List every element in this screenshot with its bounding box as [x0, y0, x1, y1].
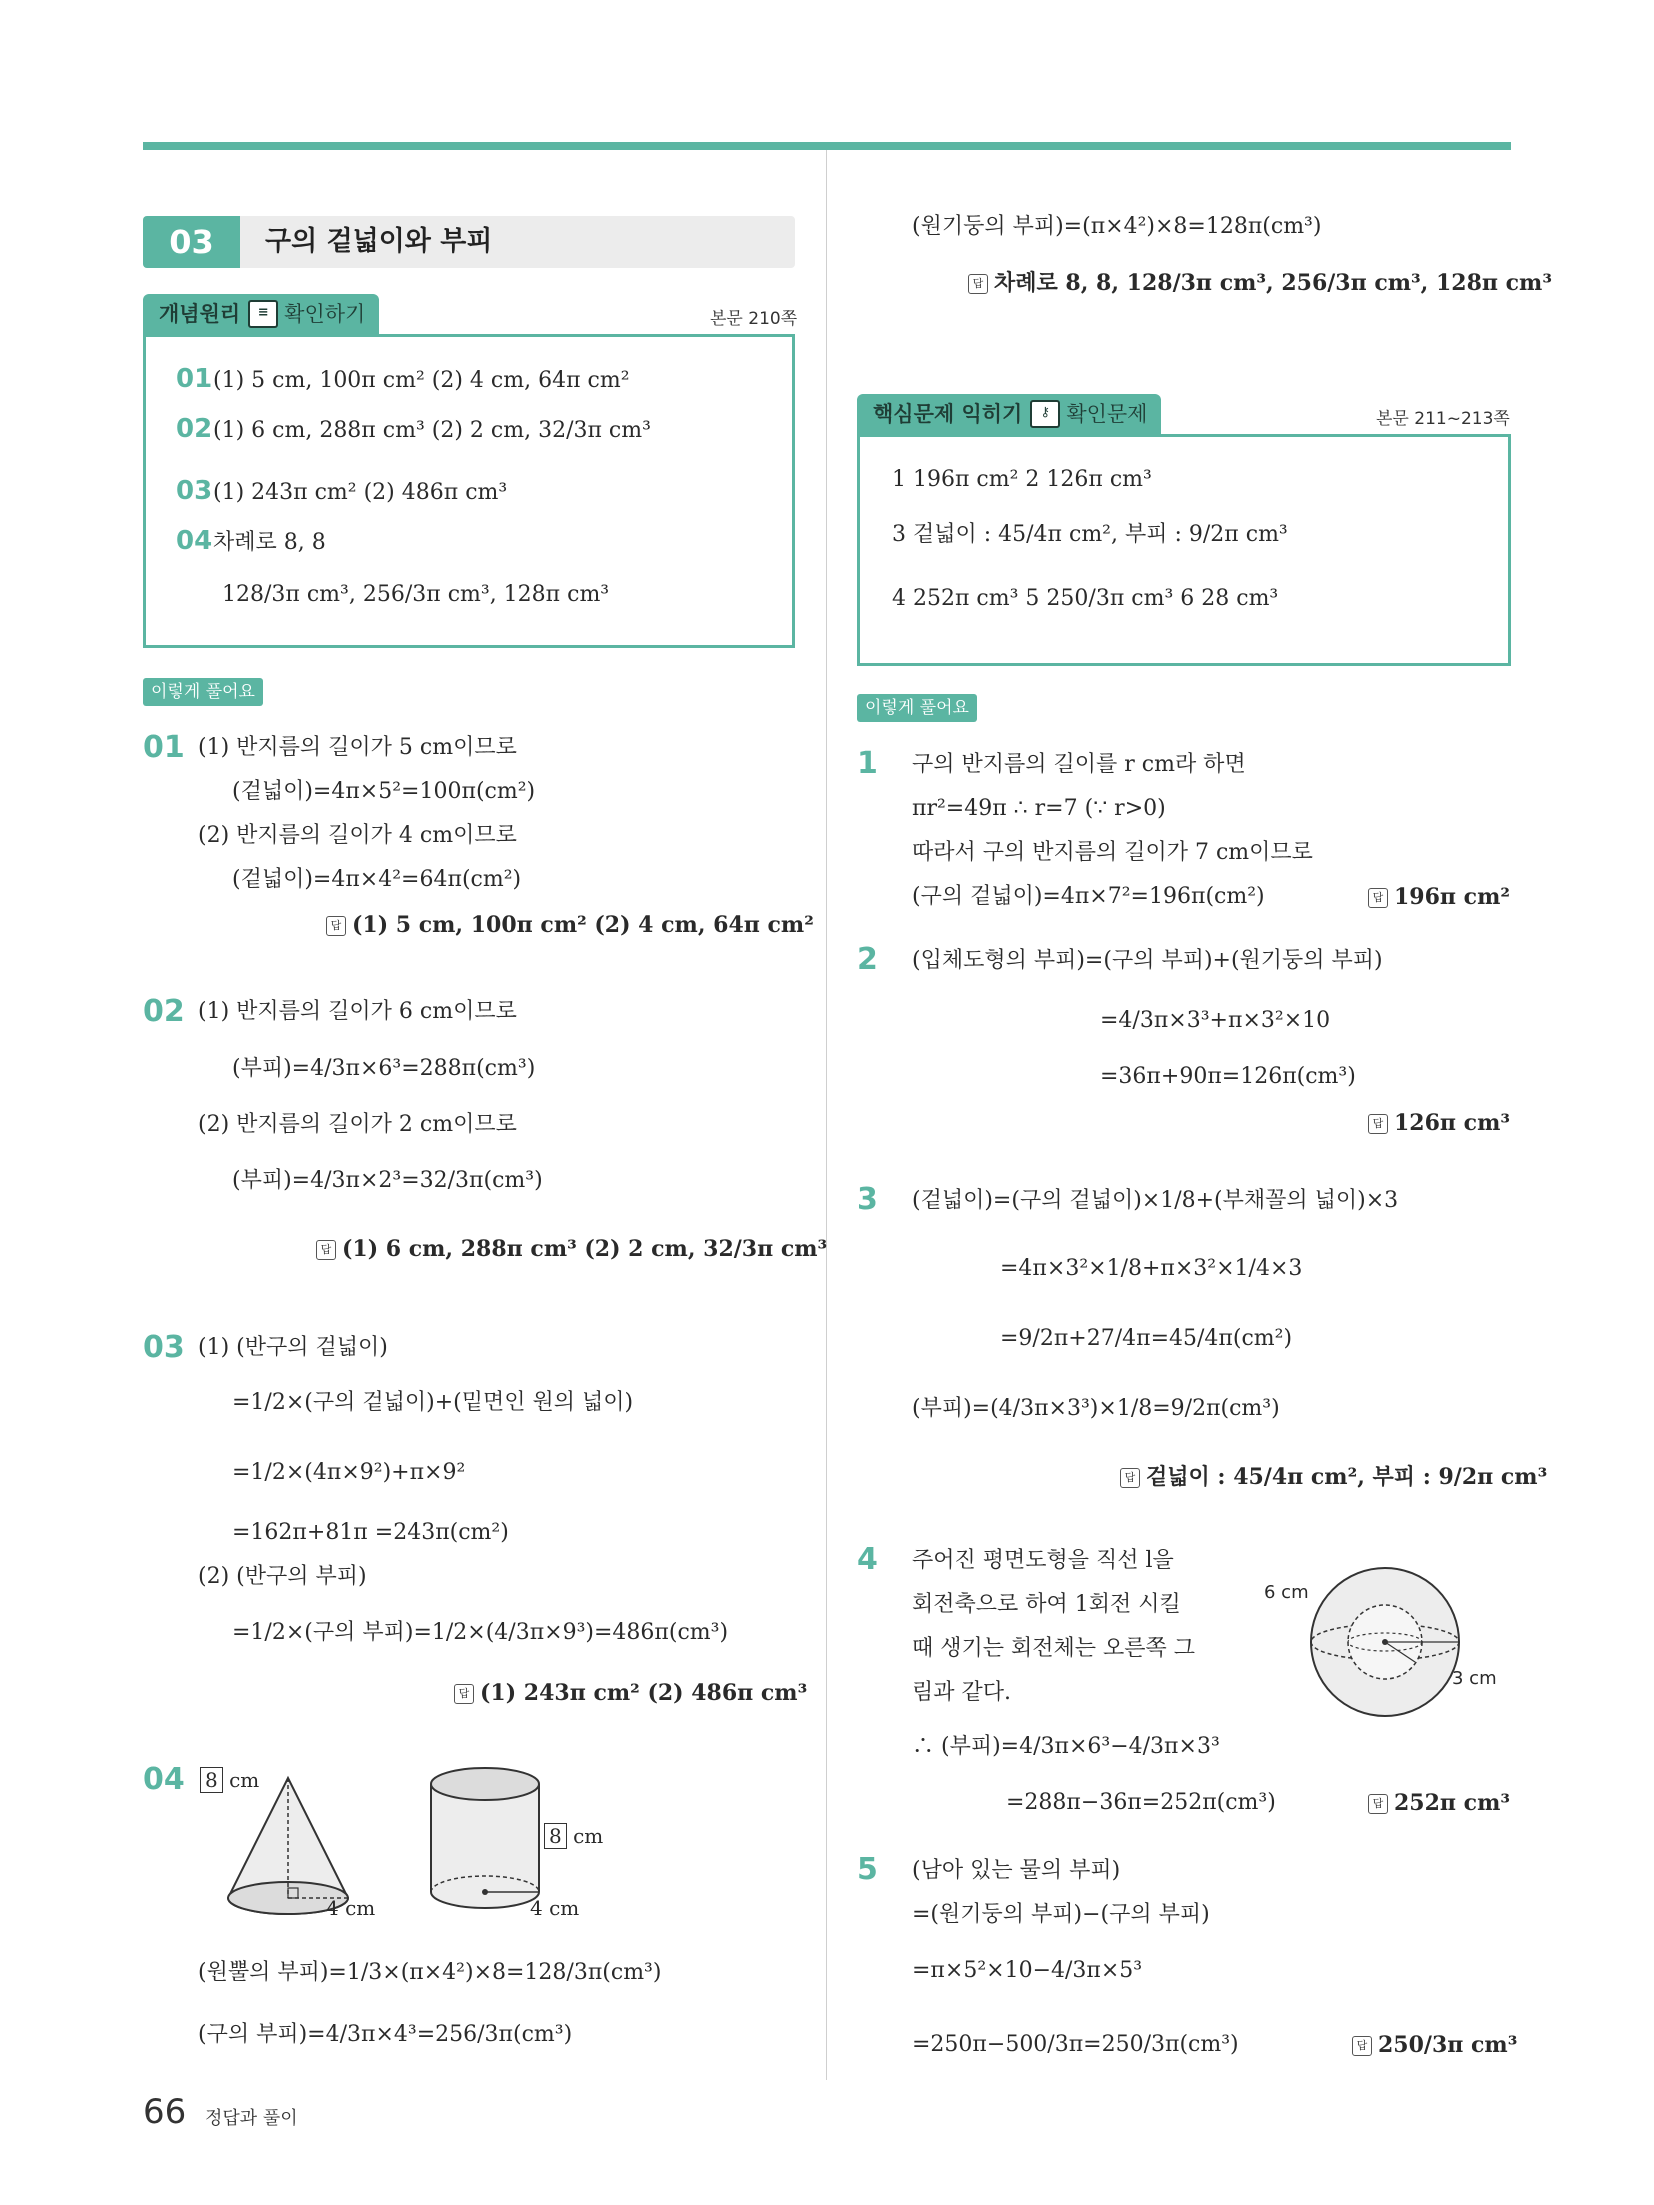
solution-4-line4: 림과 같다.	[912, 1680, 1011, 1705]
solution-badge-right: 이렇게 풀어요	[857, 694, 977, 722]
solution-3-line2: =4π×3²×1/8+π×3²×1/4×3	[1000, 1256, 1303, 1281]
solution-02-answer-text: (1) 6 cm, 288π cm³ (2) 2 cm, 32/3π cm³	[342, 1236, 828, 1262]
answer-mark-icon: 답	[1368, 1794, 1388, 1814]
solution-03-answer-text: (1) 243π cm² (2) 486π cm³	[480, 1680, 808, 1706]
concept-tab-sub: 확인하기	[284, 302, 366, 326]
solution-02-line3: (2) 반지름의 길이가 2 cm이므로	[198, 1112, 517, 1137]
solution-3-answer-text: 겉넓이 : 45/4π cm², 부피 : 9/2π cm³	[1146, 1464, 1548, 1490]
right-top-answer-text: 차례로 8, 8, 128/3π cm³, 256/3π cm³, 128π cm³	[994, 270, 1552, 296]
solution-5-answer	[1352, 2030, 1517, 2060]
key-answers-row3: 4 252π cm³ 5 250/3π cm³ 6 28 cm³	[892, 586, 1279, 611]
solution-num-2: 2	[857, 942, 878, 977]
sphere-inner-label: 3 cm	[1452, 1668, 1497, 1689]
concept-answer-01: (1) 5 cm, 100π cm² (2) 4 cm, 64π cm²	[213, 368, 630, 393]
right-top-line: (원기둥의 부피)=(π×4²)×8=128π(cm³)	[912, 214, 1322, 239]
concept-answer-02: (1) 6 cm, 288π cm³ (2) 2 cm, 32/3π cm³	[213, 418, 651, 443]
cylinder-radius-label: 4 cm	[530, 1896, 580, 1920]
solution-1-line1: 구의 반지름의 길이를 r cm라 하면	[912, 752, 1246, 777]
solution-5-line3: =π×5²×10−4/3π×5³	[912, 1958, 1143, 1983]
solution-2-answer-text: 126π cm³	[1394, 1110, 1510, 1136]
solution-01-answer	[326, 910, 814, 940]
answer-mark-icon: 답	[1368, 1114, 1388, 1134]
section-title: 구의 겉넓이와 부피	[265, 226, 493, 257]
solution-4-answer-text: 252π cm³	[1394, 1790, 1510, 1816]
answer-mark-icon: 답	[1120, 1468, 1140, 1488]
solution-01-line2: (겉넓이)=4π×5²=100π(cm²)	[232, 779, 536, 804]
concept-answer-04-line1: 차례로 8, 8	[213, 530, 326, 555]
cylinder-figure	[425, 1762, 545, 1922]
key-answers-row1: 1 196π cm² 2 126π cm³	[892, 467, 1152, 492]
solution-2-answer	[1368, 1108, 1510, 1138]
solution-5-line4: =250π−500/3π=250/3π(cm³)	[912, 2032, 1239, 2057]
solution-3-line1: (겉넓이)=(구의 겉넓이)×1/8+(부채꼴의 넓이)×3	[912, 1188, 1399, 1213]
solution-04-line1: (원뿔의 부피)=1/3×(π×4²)×8=128/3π(cm³)	[198, 1960, 662, 1985]
solution-02-answer	[316, 1234, 827, 1264]
concept-box-tab	[143, 294, 379, 334]
solution-num-5: 5	[857, 1852, 878, 1887]
cone-height-value: 8	[200, 1767, 223, 1793]
solution-02-line1: (1) 반지름의 길이가 6 cm이므로	[198, 999, 517, 1024]
solution-num-1: 1	[857, 746, 878, 781]
solution-01-line4: (겉넓이)=4π×4²=64π(cm²)	[232, 867, 522, 892]
solution-badge-left: 이렇게 풀어요	[143, 678, 263, 706]
section-header	[143, 216, 795, 268]
answer-mark-icon: 답	[454, 1684, 474, 1704]
solution-1-line2: πr²=49π ∴ r=7 (∵ r>0)	[912, 796, 1166, 821]
cylinder-height-label	[544, 1824, 603, 1848]
solution-4-line6: =288π−36π=252π(cm³)	[1006, 1790, 1276, 1815]
solution-03-line4: =162π+81π =243π(cm²)	[232, 1520, 509, 1545]
solution-02-line2: (부피)=4/3π×6³=288π(cm³)	[232, 1056, 536, 1081]
solution-04-line2: (구의 부피)=4/3π×4³=256/3π(cm³)	[198, 2022, 573, 2047]
solution-1-answer	[1368, 882, 1510, 912]
key-answers-row2: 3 겉넓이 : 45/4π cm², 부피 : 9/2π cm³	[892, 522, 1288, 547]
concept-answer-num-01: 01	[176, 364, 213, 394]
answer-mark-icon: 답	[1352, 2036, 1372, 2056]
key-page-ref: 본문 211~213쪽	[1376, 409, 1510, 429]
solution-4-line3: 때 생기는 회전체는 오른쪽 그	[912, 1636, 1195, 1661]
solution-num-01: 01	[143, 730, 185, 765]
concept-answer-04-line2: 128/3π cm³, 256/3π cm³, 128π cm³	[222, 582, 610, 607]
solution-03-line2: =1/2×(구의 겉넓이)+(밑면인 원의 넓이)	[232, 1390, 634, 1415]
solution-4-line1: 주어진 평면도형을 직선 l을	[912, 1548, 1174, 1573]
cone-height-label	[200, 1768, 259, 1792]
cylinder-height-value: 8	[544, 1823, 567, 1849]
hollow-sphere-figure	[1305, 1562, 1465, 1722]
key-tab-label: 핵심문제 익히기	[873, 402, 1023, 426]
cone-radius-label: 4 cm	[326, 1896, 376, 1920]
solution-02-line4: (부피)=4/3π×2³=32/3π(cm³)	[232, 1168, 543, 1193]
concept-answer-num-04: 04	[176, 526, 213, 556]
solution-num-03: 03	[143, 1330, 185, 1365]
concept-page-ref: 본문 210쪽	[710, 309, 798, 329]
key-icon: ⚷	[1030, 400, 1060, 428]
key-box-tab	[857, 394, 1161, 434]
cone-height-unit: cm	[229, 1768, 260, 1792]
solution-1-answer-text: 196π cm²	[1394, 884, 1510, 910]
solution-2-line3: =36π+90π=126π(cm³)	[1100, 1064, 1356, 1089]
solution-num-3: 3	[857, 1182, 878, 1217]
cylinder-height-unit: cm	[573, 1824, 604, 1848]
solution-num-02: 02	[143, 994, 185, 1029]
solution-num-4: 4	[857, 1542, 878, 1577]
page-number: 66	[143, 2092, 187, 2132]
solution-2-line2: =4/3π×3³+π×3²×10	[1100, 1008, 1331, 1033]
section-number: 03	[143, 216, 240, 268]
solution-5-line1: (남아 있는 물의 부피)	[912, 1858, 1121, 1883]
concept-answer-num-03: 03	[176, 476, 213, 506]
solution-03-line6: =1/2×(구의 부피)=1/2×(4/3π×9³)=486π(cm³)	[232, 1620, 729, 1645]
solution-01-line3: (2) 반지름의 길이가 4 cm이므로	[198, 823, 517, 848]
solution-03-line5: (2) (반구의 부피)	[198, 1564, 367, 1589]
solution-5-line2: =(원기둥의 부피)−(구의 부피)	[912, 1902, 1210, 1927]
right-top-answer	[968, 268, 1552, 298]
solution-3-answer	[1120, 1462, 1547, 1492]
answer-mark-icon: 답	[326, 916, 346, 936]
key-tab-sub: 확인문제	[1066, 402, 1148, 426]
solution-4-line2: 회전축으로 하여 1회전 시킬	[912, 1592, 1181, 1617]
solution-1-line3: 따라서 구의 반지름의 길이가 7 cm이므로	[912, 840, 1313, 865]
solution-3-line4: (부피)=(4/3π×3³)×1/8=9/2π(cm³)	[912, 1396, 1280, 1421]
solution-num-04: 04	[143, 1762, 185, 1797]
solution-03-line1: (1) (반구의 겉넓이)	[198, 1335, 388, 1360]
solution-01-line1: (1) 반지름의 길이가 5 cm이므로	[198, 735, 517, 760]
solution-2-line1: (입체도형의 부피)=(구의 부피)+(원기둥의 부피)	[912, 948, 1383, 973]
answer-mark-icon: 답	[968, 274, 988, 294]
solution-03-line3: =1/2×(4π×9²)+π×9²	[232, 1460, 466, 1485]
solution-3-line3: =9/2π+27/4π=45/4π(cm²)	[1000, 1326, 1293, 1351]
sphere-outer-label: 6 cm	[1264, 1582, 1309, 1603]
solution-1-line4: (구의 겉넓이)=4π×7²=196π(cm²)	[912, 884, 1265, 909]
solution-4-line5: ∴ (부피)=4/3π×6³−4/3π×3³	[912, 1734, 1220, 1759]
footer-label: 정답과 풀이	[205, 2108, 298, 2129]
concept-answer-num-02: 02	[176, 414, 213, 444]
book-icon: ≡	[248, 300, 278, 328]
solution-5-answer-text: 250/3π cm³	[1378, 2032, 1518, 2058]
answer-mark-icon: 답	[316, 1240, 336, 1260]
concept-answer-03: (1) 243π cm² (2) 486π cm³	[213, 480, 508, 505]
column-divider	[826, 150, 827, 2080]
top-rule	[143, 142, 1511, 150]
concept-tab-label: 개념원리	[159, 302, 241, 326]
solution-03-answer	[454, 1678, 807, 1708]
solution-4-answer	[1368, 1788, 1510, 1818]
solution-01-answer-text: (1) 5 cm, 100π cm² (2) 4 cm, 64π cm²	[352, 912, 814, 938]
answer-mark-icon: 답	[1368, 888, 1388, 908]
